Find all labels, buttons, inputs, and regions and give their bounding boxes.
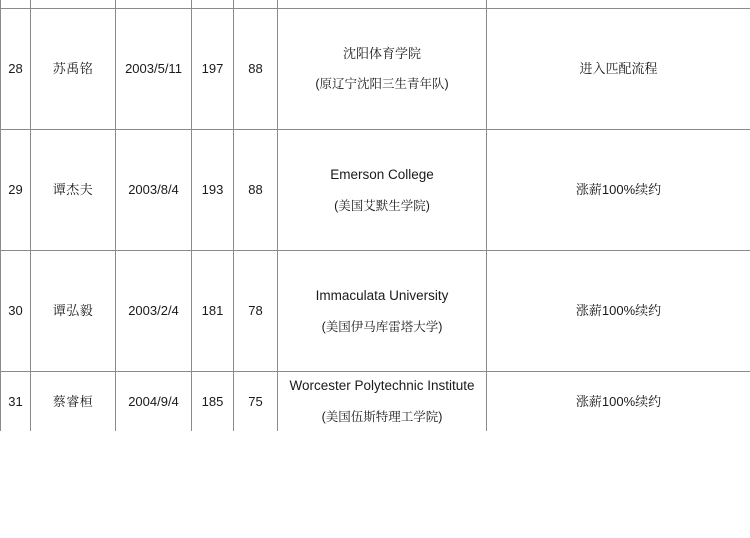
cell-date-of-birth: 2003/2/4 [116,251,192,372]
cell-height: 185 [192,372,234,432]
cell-player-name: 苏禹铭 [31,9,116,130]
organization-name: Worcester Polytechnic Institute [289,378,475,393]
cell-blank [31,0,116,9]
cell-blank [116,0,192,9]
cell-serial-number: 28 [1,9,31,130]
table-row [1,9,750,130]
cell-weight: 78 [234,251,278,372]
cell-status: 涨薪100%续约 [487,130,750,251]
table-row [1,251,750,372]
cell-date-of-birth: 2004/9/4 [116,372,192,432]
cell-status: 涨薪100%续约 [487,251,750,372]
cell-date-of-birth: 2003/8/4 [116,130,192,251]
cell-blank [278,0,487,9]
cell-serial-number: 29 [1,130,31,251]
cell-organization [278,251,487,372]
cell-organization [278,9,487,130]
cell-organization [278,372,487,432]
cell-blank [192,0,234,9]
cell-player-name: 蔡睿桓 [31,372,116,432]
organization-name: Immaculata University [315,287,449,303]
cell-status: 涨薪100%续约 [487,372,750,432]
cell-player-name: 谭杰夫 [31,130,116,251]
organization-note: (美国伊马库雷塔大学) [321,319,443,334]
organization-note: (原辽宁沈阳三生青年队) [315,77,449,92]
cell-organization [278,130,487,251]
cell-serial-number: 30 [1,251,31,372]
cell-height: 197 [192,9,234,130]
table-row-partial-top [1,0,750,9]
cell-date-of-birth: 2003/5/11 [116,9,192,130]
organization-note: (美国艾默生学院) [334,198,430,213]
cell-weight: 75 [234,372,278,432]
cell-height: 181 [192,251,234,372]
cell-height: 193 [192,130,234,251]
organization-name: 沈阳体育学院 [342,45,421,61]
cell-player-name: 谭弘毅 [31,251,116,372]
table-row [1,372,750,432]
cell-blank [234,0,278,9]
table-row [1,130,750,251]
organization-note: (美国伍斯特理工学院) [321,410,443,425]
cell-weight: 88 [234,9,278,130]
organization-name: Emerson College [330,166,434,182]
cell-weight: 88 [234,130,278,251]
cell-blank [1,0,31,9]
cell-blank [487,0,750,9]
cell-status: 进入匹配流程 [487,9,750,130]
cell-serial-number: 31 [1,372,31,432]
